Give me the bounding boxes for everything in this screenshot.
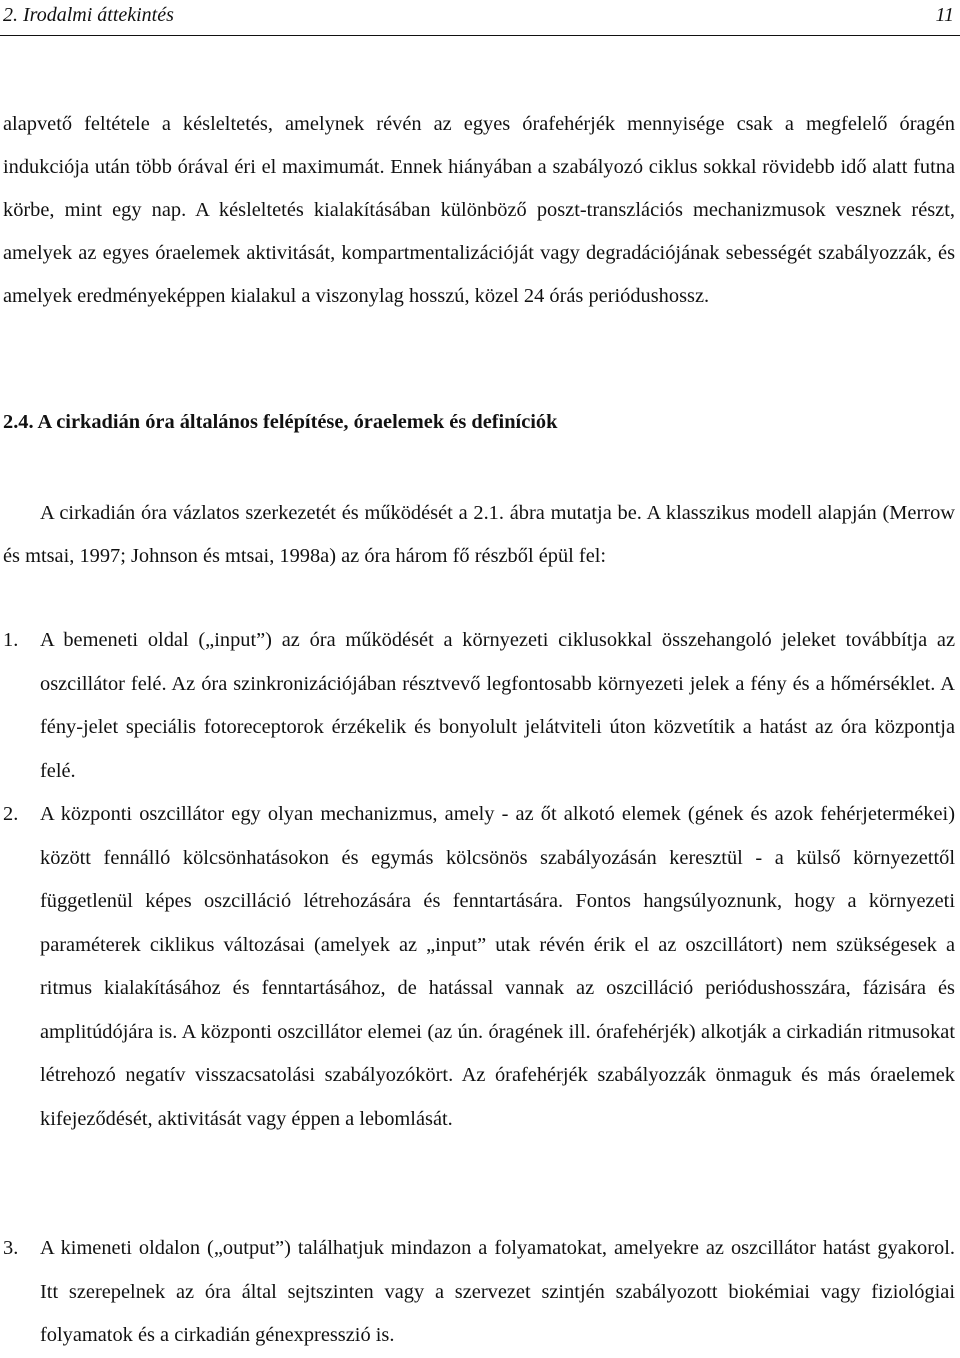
list-item: [3, 1227, 955, 1358]
chapter-title: 2. Irodalmi áttekintés: [3, 4, 174, 26]
section-heading: 2.4. A cirkadián óra általános felépítése, óraelemek és definíciók: [3, 411, 558, 433]
numbered-list-item-2: [3, 793, 955, 1141]
numbered-list-item-3: [3, 1227, 955, 1358]
lead-paragraph: A cirkadián óra vázlatos szerkezetét és működését a 2.1. ábra mutatja be. A klasszikus modell alapján (Merrow és mtsai, 1997; Johnson és mtsai, 1998a) az óra három fő részből épül fel:: [3, 502, 955, 567]
list-item: [3, 619, 955, 793]
list-item: [3, 793, 955, 1141]
intro-paragraph: alapvető feltétele a késleltetés, amelynek révén az egyes órafehérjék mennyisége csak a megfelelő óragén indukciója után több órával éri el maximumát. Ennek hiányában a szabályozó ciklus sokkal rövidebb idő alatt futna körbe, mint egy nap. A késleltetés kialakításában különböző poszt-transzlációs mechanizmusok vesznek részt, amelyek az egyes óraelemek aktivitását, kompartmentalizációját vagy degradációjának sebességét szabályozzák, és amelyek eredményeképpen kialakul a viszonylag hosszú, közel 24 órás periódushossz.: [3, 113, 955, 307]
header-divider: [0, 35, 960, 36]
list-number: 3.: [3, 1237, 19, 1259]
page-header: [3, 3, 954, 33]
list-item-text: A bemeneti oldal („input”) az óra működését a környezeti ciklusokkal összehangoló jeleket továbbítja az oszcillátor felé. Az óra szinkronizációjában résztvevő legfontosabb környezeti jelek a fény és a hőmérséklet. A fény-jelet speciális fotoreceptorok érzékelik és bonyolult jelátviteli úton közvetítik a hatást az óra központja felé.: [40, 629, 955, 782]
page-number: 11: [935, 4, 954, 26]
list-number: 1.: [3, 629, 19, 651]
list-item-text: A központi oszcillátor egy olyan mechanizmus, amely - az őt alkotó elemek (gének és azok fehérjetermékei) között fennálló kölcsönhatásokon és egymás kölcsönös szabályozásán keresztül - a külső környezettől függetlenül képes oszcilláció létrehozására és fenntartására. Fontos hangsúlyoznunk, hogy a környezeti paraméterek ciklikus változásai (amelyek az „input” utak révén érik el az oszcillátort) nem szükségesek a ritmus kialakításához és fenntartásához, de hatással vannak az oszcilláció periódushosszára, fázisára és amplitúdójára is. A központi oszcillátor elemei (az ún. óragének ill. órafehérjék) alkotják a cirkadián ritmusokat létrehozó negatív visszacsatolási szabályozókört. Az órafehérjék szabályozzák önmaguk és más óraelemek kifejeződését, aktivitását vagy éppen a lebomlását.: [40, 803, 955, 1130]
list-number: 2.: [3, 803, 19, 825]
list-item-text: A kimeneti oldalon („output”) találhatjuk mindazon a folyamatokat, amelyekre az oszcillátor hatást gyakorol. Itt szerepelnek az óra által sejtszinten vagy a szervezet szintjén szabályozott biokémiai vagy fiziológiai folyamatok és a cirkadián génexpresszió is.: [40, 1237, 955, 1346]
numbered-list-item-1: [3, 619, 955, 793]
